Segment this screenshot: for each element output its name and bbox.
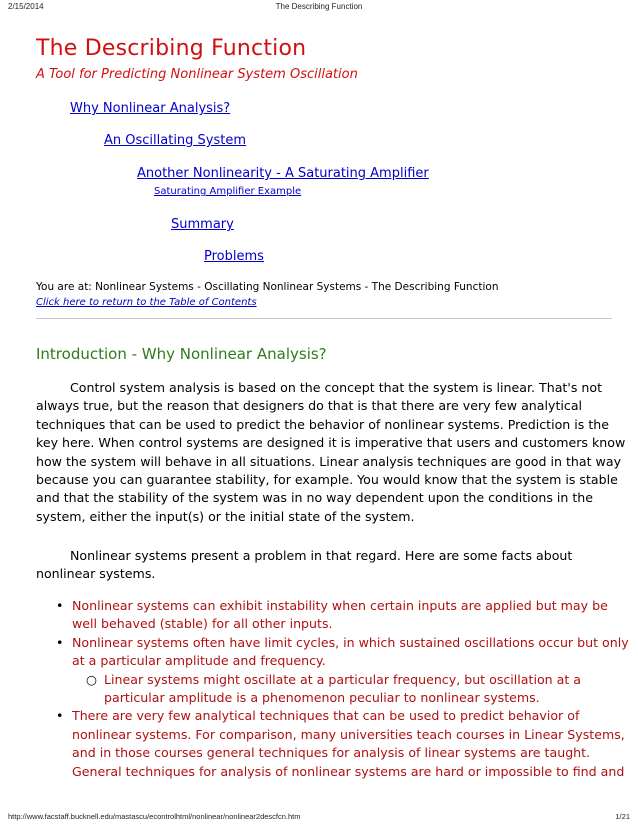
bullet-disc-icon: •	[56, 598, 64, 613]
facts-list	[36, 597, 629, 781]
print-page-title: The Describing Function	[275, 2, 363, 11]
print-page-number: 1/21	[615, 812, 630, 821]
list-item	[36, 634, 629, 671]
paragraph-line: Control system analysis is based on the concept that the system is linear. That's not	[70, 380, 603, 395]
print-date: 2/15/2014	[8, 2, 44, 11]
paragraph-line: how the system will behave in all situations. Linear analysis techniques are good in that way	[36, 453, 622, 469]
list-item-line: particular amplitude is a phenomenon peculiar to nonlinear systems.	[104, 690, 540, 706]
page-title: The Describing Function	[36, 36, 307, 61]
toc-link-problems[interactable]: Problems	[204, 249, 264, 264]
toc-link-oscillating-system[interactable]: An Oscillating System	[104, 133, 247, 148]
bullet-disc-icon: •	[56, 634, 64, 650]
toc-link-saturating-amplifier-example[interactable]: Saturating Amplifier Example	[154, 186, 302, 197]
list-item	[36, 707, 625, 781]
paragraph-line: always true, but the reason that designers do that is that there are very few analytical	[36, 398, 583, 414]
list-subitem	[36, 671, 606, 708]
breadcrumb: You are at: Nonlinear Systems - Oscillating Nonlinear Systems - The Describing Function	[36, 281, 499, 293]
list-item-line: General techniques for analysis of nonlinear systems are hard or impossible to find and	[72, 763, 625, 779]
divider	[36, 318, 612, 319]
paragraph-line: Nonlinear systems present a problem in that regard. Here are some facts about	[70, 548, 573, 563]
paragraph-line: and that the stability of the system was in no way dependent upon the conditions in the	[36, 490, 594, 506]
bullet-disc-icon: •	[56, 708, 64, 724]
paragraph-line: techniques that can be used to predict the behavior of nonlinear systems. Prediction is the	[36, 416, 610, 432]
facts-intro-paragraph	[36, 547, 604, 584]
list-item-line: at a particular amplitude and frequency.	[72, 653, 326, 669]
section-heading: Introduction - Why Nonlinear Analysis?	[36, 345, 327, 363]
toc-link-saturating-amplifier[interactable]: Another Nonlinearity - A Saturating Amplifier	[137, 166, 429, 181]
list-item-line: well behaved (stable) for all other inputs.	[72, 616, 333, 632]
print-header	[0, 0, 638, 18]
print-footer	[0, 808, 638, 826]
toc-link-summary[interactable]: Summary	[171, 217, 234, 232]
list-item-line: and in those courses general techniques for analysis of linear systems are taught.	[72, 745, 591, 761]
paragraph-line: because you can guarantee stability, for example. You would know that the system is stable	[36, 472, 618, 488]
document-header	[36, 36, 606, 82]
list-item-line: Linear systems might oscillate at a particular frequency, but oscillation at a	[104, 671, 582, 687]
toc-link-why-nonlinear[interactable]: Why Nonlinear Analysis?	[70, 101, 231, 116]
paragraph-line: system, either the input(s) or the initial state of the system.	[36, 508, 415, 524]
list-item-line: Nonlinear systems can exhibit instability when certain inputs are applied but may be	[72, 598, 608, 613]
list-item-line: nonlinear systems. For comparison, many universities teach courses in Linear Systems,	[72, 726, 625, 742]
list-item	[36, 597, 606, 634]
intro-paragraph	[36, 379, 626, 526]
page-subtitle: A Tool for Predicting Nonlinear System Oscillation	[36, 67, 358, 82]
paragraph-line: key here. When control systems are designed it is imperative that users and customers know	[36, 435, 626, 451]
return-to-contents-link[interactable]: Click here to return to the Table of Contents	[36, 297, 257, 308]
paragraph-line: nonlinear systems.	[36, 566, 156, 582]
list-item-line: Nonlinear systems often have limit cycles, in which sustained oscillations occur but only	[72, 634, 629, 650]
list-item-line: There are very few analytical techniques that can be used to predict behavior of	[72, 708, 580, 724]
print-url: http://www.facstaff.bucknell.edu/mastascu/econtrolhtml/nonlinear/nonlinear2descfcn.htm	[8, 812, 301, 821]
bullet-circle-icon: ○	[86, 671, 97, 687]
